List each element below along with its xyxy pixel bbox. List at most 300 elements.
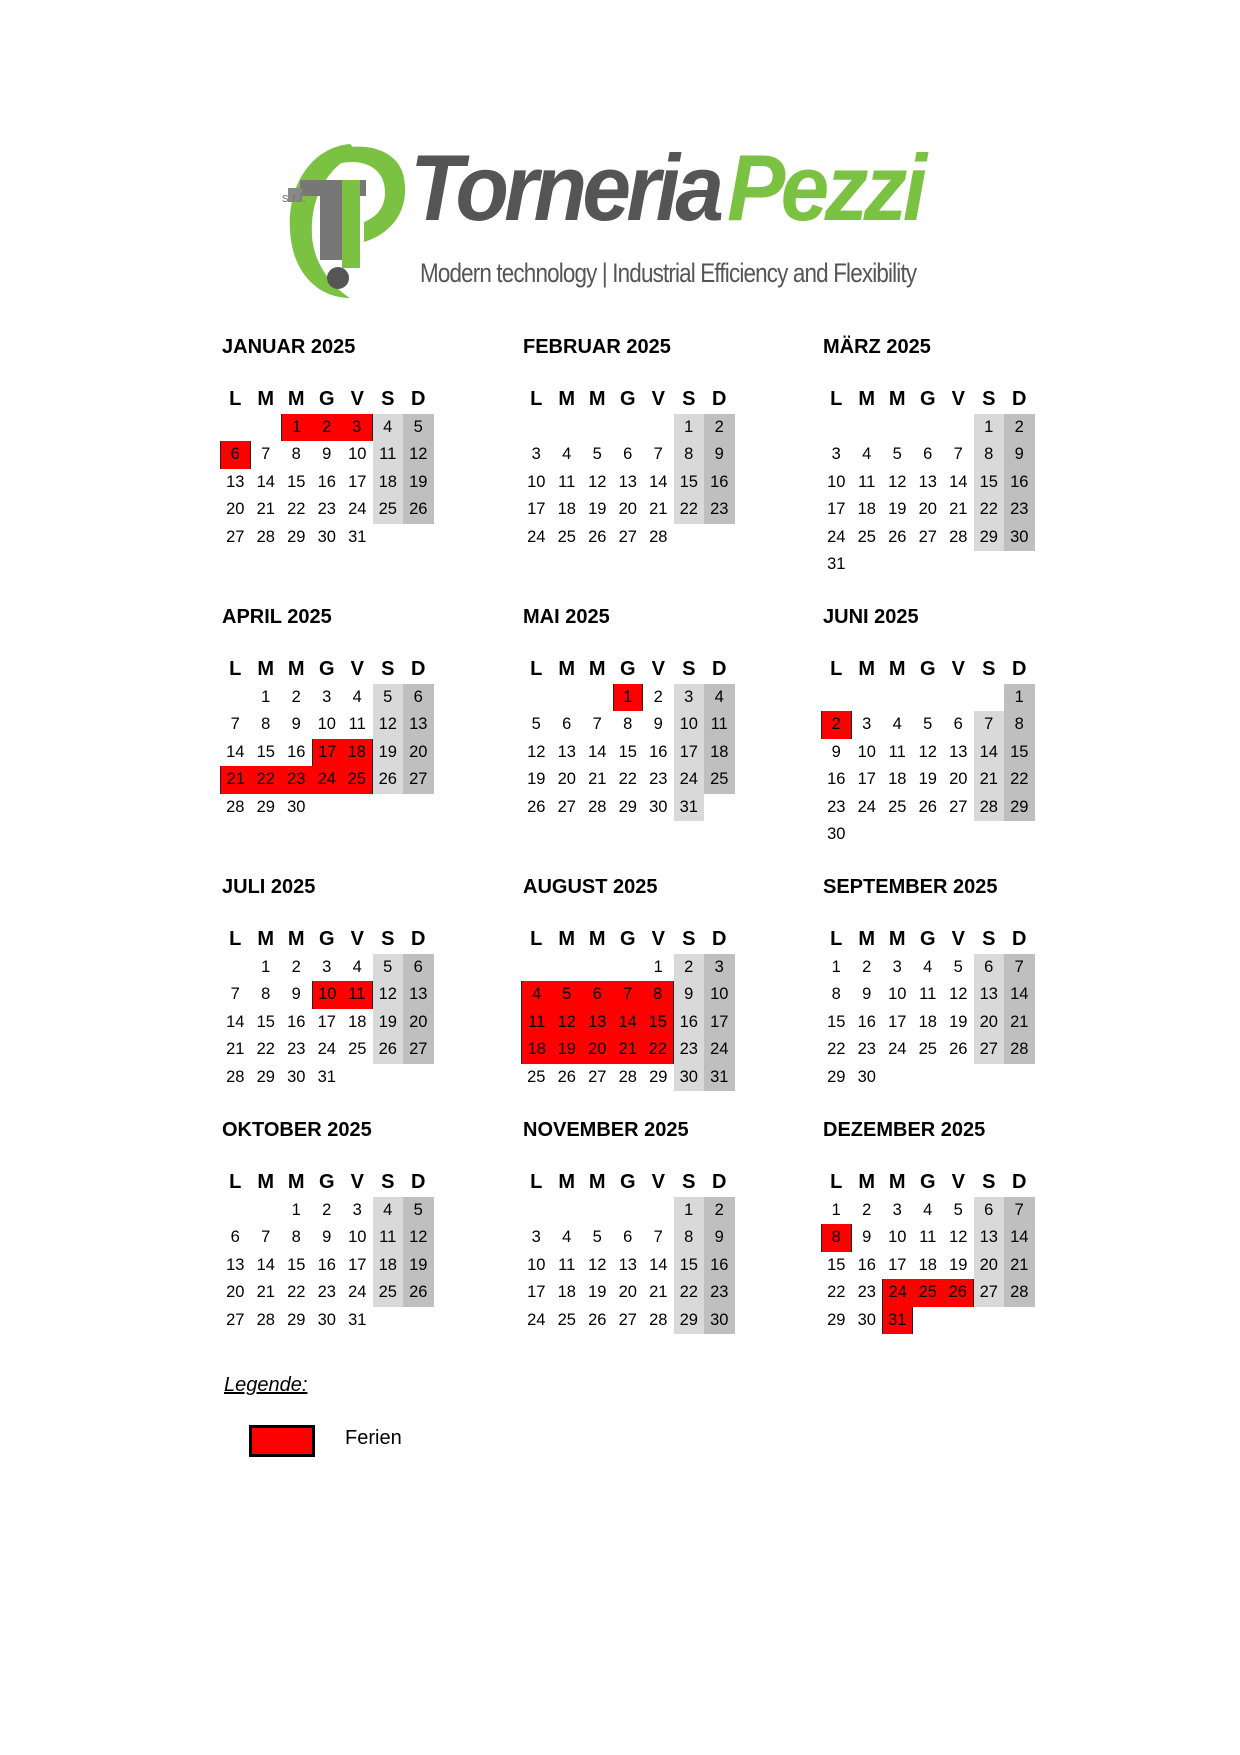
day-cell-sunday: 4 (704, 684, 735, 712)
day-cell: 17 (888, 1012, 907, 1031)
day-cell-saturday: 1 (674, 1197, 705, 1225)
day-cell: 3 (531, 1228, 541, 1246)
day-cell-saturday: 7 (974, 711, 1005, 739)
day-cell: 10 (888, 985, 907, 1003)
weekday-header: M (588, 388, 606, 410)
month-title: NOVEMBER 2025 (523, 1119, 689, 1141)
weekday-header: D (712, 388, 727, 410)
day-cell: 19 (888, 500, 907, 518)
day-cell-sunday: 6 (403, 684, 434, 712)
weekday-header: V (350, 658, 364, 680)
day-cell-holiday: 26 (943, 1279, 974, 1307)
day-cell: 22 (618, 770, 637, 788)
weekday-header: M (588, 1171, 606, 1193)
day-cell-sunday: 14 (1004, 981, 1035, 1009)
month-title: MAI 2025 (523, 606, 610, 628)
weekday-header: L (530, 928, 543, 950)
day-cell-holiday: 19 (552, 1036, 583, 1064)
empty-cell (821, 684, 852, 712)
day-cell-sunday: 20 (403, 739, 434, 767)
day-cell-saturday: 25 (373, 1279, 404, 1307)
day-cell-saturday: 30 (674, 1064, 705, 1092)
day-cell: 13 (226, 472, 245, 491)
day-cell: 3 (831, 445, 841, 463)
logo-word-torneria: Torneria (410, 135, 720, 240)
weekday-header: S (381, 928, 395, 950)
day-cell: 9 (862, 1228, 872, 1246)
day-cell: 15 (256, 742, 275, 761)
day-cell-saturday: 25 (373, 496, 404, 524)
day-cell: 2 (322, 1200, 332, 1219)
day-cell: 21 (949, 500, 968, 518)
day-cell: 1 (291, 1200, 301, 1219)
empty-cell (852, 684, 883, 712)
day-cell-holiday: 5 (552, 981, 583, 1009)
day-cell: 13 (618, 1255, 637, 1274)
day-cell: 13 (618, 472, 637, 491)
day-cell: 3 (322, 957, 332, 976)
day-cell: 19 (588, 500, 607, 518)
day-cell-holiday: 2 (821, 711, 852, 739)
day-cell-sunday: 16 (1004, 469, 1035, 497)
day-cell-holiday: 8 (821, 1224, 852, 1252)
day-cell: 18 (918, 1012, 937, 1031)
day-cell: 9 (291, 715, 301, 733)
weekday-header: L (830, 1171, 843, 1193)
weekday-header: D (712, 658, 727, 680)
day-cell: 28 (618, 1067, 637, 1086)
day-cell: 7 (592, 715, 602, 733)
empty-cell (251, 414, 282, 442)
day-cell: 17 (888, 1255, 907, 1274)
day-cell: 6 (230, 1228, 240, 1246)
day-cell: 11 (919, 985, 937, 1003)
weekday-header: V (951, 658, 965, 680)
day-cell-saturday: 2 (674, 954, 705, 982)
day-cell: 16 (649, 742, 668, 761)
empty-cell (882, 684, 913, 712)
day-cell: 6 (923, 445, 933, 463)
weekday-header: M (257, 1171, 275, 1193)
month-grid (220, 386, 434, 551)
day-cell: 10 (527, 472, 546, 491)
tp-logo-icon (280, 138, 410, 303)
day-cell-holiday: 23 (281, 766, 312, 794)
empty-cell (552, 414, 583, 442)
day-cell: 24 (348, 500, 367, 518)
day-cell: 6 (623, 1228, 633, 1246)
legend-holiday-swatch (249, 1425, 315, 1457)
day-cell: 10 (317, 715, 336, 733)
day-cell: 18 (348, 1012, 367, 1031)
day-cell: 14 (649, 472, 668, 491)
day-cell: 21 (256, 1283, 275, 1301)
day-cell: 8 (291, 445, 301, 463)
day-cell-saturday: 22 (974, 496, 1005, 524)
day-cell: 29 (287, 1310, 306, 1329)
weekday-header: M (888, 928, 906, 950)
empty-cell (913, 684, 944, 712)
day-cell: 2 (862, 957, 872, 976)
day-cell-saturday: 27 (974, 1279, 1005, 1307)
day-cell: 27 (618, 527, 637, 546)
day-cell-saturday: 4 (373, 1197, 404, 1225)
weekday-header: M (287, 658, 305, 680)
weekday-header: M (858, 388, 876, 410)
day-cell: 6 (623, 445, 633, 463)
day-cell: 10 (857, 742, 876, 761)
empty-cell (582, 1197, 613, 1225)
day-cell: 22 (287, 500, 306, 518)
day-cell: 21 (649, 1283, 668, 1301)
empty-cell (521, 954, 552, 982)
weekday-header: G (619, 1171, 636, 1193)
day-cell-sunday: 28 (1004, 1279, 1035, 1307)
day-cell-saturday: 20 (974, 1009, 1005, 1037)
day-cell: 11 (558, 1255, 576, 1274)
day-cell: 1 (831, 1200, 841, 1219)
day-cell: 20 (618, 500, 637, 518)
day-cell: 8 (831, 985, 841, 1003)
weekday-header: L (229, 658, 242, 680)
day-cell: 15 (287, 1255, 306, 1274)
weekday-header: S (682, 928, 696, 950)
day-cell: 1 (261, 687, 271, 706)
day-cell-holiday: 6 (220, 441, 251, 469)
weekday-header: L (530, 388, 543, 410)
weekday-header: S (682, 1171, 696, 1193)
day-cell: 19 (588, 1283, 607, 1301)
day-cell-sunday: 26 (403, 1279, 434, 1307)
day-cell: 7 (261, 1228, 271, 1246)
day-cell: 11 (858, 472, 876, 491)
day-cell: 25 (918, 1040, 937, 1058)
day-cell: 5 (953, 1200, 963, 1219)
day-cell-sunday: 20 (403, 1009, 434, 1037)
weekday-header: S (982, 658, 996, 680)
day-cell: 15 (827, 1012, 846, 1031)
day-cell: 24 (317, 1040, 336, 1058)
weekday-header: M (257, 928, 275, 950)
day-cell-holiday: 6 (582, 981, 613, 1009)
day-cell: 30 (827, 825, 846, 843)
day-cell-saturday: 15 (674, 469, 705, 497)
day-cell-holiday: 3 (342, 414, 373, 442)
day-cell: 27 (588, 1067, 607, 1086)
weekday-header: M (588, 928, 606, 950)
day-cell: 21 (588, 770, 607, 788)
day-cell: 28 (588, 797, 607, 816)
month-title: MÄRZ 2025 (823, 336, 931, 358)
empty-cell (552, 1197, 583, 1225)
day-cell: 20 (557, 770, 576, 788)
weekday-header: M (588, 658, 606, 680)
day-cell-saturday: 23 (674, 1036, 705, 1064)
empty-cell (521, 1197, 552, 1225)
day-cell-sunday: 8 (1004, 711, 1035, 739)
month-grid (821, 386, 1035, 579)
day-cell-saturday: 13 (974, 1224, 1005, 1252)
day-cell: 12 (588, 1255, 607, 1274)
day-cell: 22 (256, 1040, 275, 1058)
day-cell-sunday: 25 (704, 766, 735, 794)
empty-cell (552, 954, 583, 982)
day-cell: 30 (317, 527, 336, 546)
day-cell: 4 (562, 445, 572, 463)
day-cell: 21 (256, 500, 275, 518)
day-cell-holiday: 11 (342, 981, 373, 1009)
day-cell: 23 (317, 1283, 336, 1301)
day-cell: 9 (322, 445, 332, 463)
day-cell: 14 (649, 1255, 668, 1274)
weekday-header: G (619, 928, 636, 950)
day-cell: 9 (653, 715, 663, 733)
day-cell-holiday: 22 (643, 1036, 674, 1064)
day-cell: 24 (527, 527, 546, 546)
day-cell: 30 (857, 1310, 876, 1329)
day-cell-saturday: 8 (674, 1224, 705, 1252)
day-cell-sunday: 15 (1004, 739, 1035, 767)
month-title: FEBRUAR 2025 (523, 336, 671, 358)
day-cell: 29 (256, 1067, 275, 1086)
day-cell: 15 (827, 1255, 846, 1274)
day-cell: 2 (291, 687, 301, 706)
day-cell: 31 (348, 527, 367, 546)
day-cell: 7 (230, 715, 240, 733)
day-cell: 14 (256, 1255, 275, 1274)
day-cell: 28 (649, 1310, 668, 1329)
day-cell: 3 (531, 445, 541, 463)
day-cell: 9 (831, 742, 841, 761)
day-cell-holiday: 12 (552, 1009, 583, 1037)
weekday-header: G (919, 388, 936, 410)
day-cell: 8 (261, 985, 271, 1003)
day-cell-holiday: 2 (312, 414, 343, 442)
weekday-header: M (558, 928, 576, 950)
day-cell: 11 (888, 742, 906, 761)
day-cell: 25 (857, 527, 876, 546)
day-cell-sunday: 30 (1004, 524, 1035, 552)
day-cell-sunday: 16 (704, 469, 735, 497)
day-cell-sunday: 6 (403, 954, 434, 982)
weekday-header: M (257, 388, 275, 410)
day-cell: 4 (892, 715, 902, 733)
day-cell: 22 (827, 1040, 846, 1058)
weekday-header: V (350, 1171, 364, 1193)
weekday-header: L (229, 928, 242, 950)
day-cell: 12 (527, 742, 546, 761)
day-cell-sunday: 5 (403, 414, 434, 442)
day-cell: 24 (527, 1310, 546, 1329)
weekday-header: V (350, 928, 364, 950)
empty-cell (643, 414, 674, 442)
day-cell: 11 (919, 1228, 937, 1246)
day-cell: 9 (322, 1228, 332, 1246)
day-cell: 29 (287, 527, 306, 546)
day-cell: 22 (827, 1283, 846, 1301)
day-cell-sunday: 24 (704, 1036, 735, 1064)
day-cell-holiday: 17 (312, 739, 343, 767)
day-cell-holiday: 1 (281, 414, 312, 442)
empty-cell (913, 414, 944, 442)
empty-cell (582, 954, 613, 982)
day-cell: 15 (287, 472, 306, 491)
day-cell-saturday: 20 (974, 1252, 1005, 1280)
day-cell-saturday: 31 (674, 794, 705, 822)
day-cell-sunday: 28 (1004, 1036, 1035, 1064)
weekday-header: G (919, 1171, 936, 1193)
day-cell-saturday: 10 (674, 711, 705, 739)
empty-cell (943, 414, 974, 442)
weekday-header: M (558, 1171, 576, 1193)
day-cell: 23 (857, 1283, 876, 1301)
day-cell-sunday: 16 (704, 1252, 735, 1280)
day-cell: 19 (949, 1012, 968, 1031)
day-cell: 4 (862, 445, 872, 463)
weekday-header: G (919, 928, 936, 950)
weekday-header: V (951, 1171, 965, 1193)
weekday-header: S (381, 658, 395, 680)
day-cell: 1 (261, 957, 271, 976)
day-cell: 16 (287, 1012, 306, 1031)
weekday-header: S (682, 388, 696, 410)
weekday-header: V (951, 928, 965, 950)
day-cell: 27 (949, 797, 968, 816)
day-cell-holiday: 1 (613, 684, 644, 712)
day-cell: 5 (531, 715, 541, 733)
day-cell-saturday: 11 (373, 441, 404, 469)
weekday-header: S (982, 1171, 996, 1193)
weekday-header: D (1012, 928, 1027, 950)
weekday-header: V (651, 388, 665, 410)
day-cell: 17 (348, 1255, 367, 1274)
day-cell: 6 (953, 715, 963, 733)
day-cell: 29 (827, 1310, 846, 1329)
day-cell: 18 (557, 500, 576, 518)
day-cell-saturday: 11 (373, 1224, 404, 1252)
day-cell: 17 (827, 500, 846, 518)
day-cell: 28 (949, 527, 968, 546)
day-cell: 1 (831, 957, 841, 976)
day-cell-sunday: 26 (403, 496, 434, 524)
day-cell: 30 (857, 1067, 876, 1086)
day-cell: 23 (827, 797, 846, 816)
month-grid (220, 1169, 434, 1334)
day-cell: 16 (857, 1012, 876, 1031)
empty-cell (821, 414, 852, 442)
month-grid (821, 656, 1035, 849)
day-cell-saturday: 8 (974, 441, 1005, 469)
company-logo (280, 135, 923, 303)
day-cell: 23 (317, 500, 336, 518)
day-cell: 10 (827, 472, 846, 491)
weekday-header: G (619, 388, 636, 410)
day-cell: 4 (352, 957, 362, 976)
day-cell-saturday: 1 (974, 414, 1005, 442)
day-cell-sunday: 27 (403, 766, 434, 794)
day-cell-sunday: 18 (704, 739, 735, 767)
day-cell-holiday: 24 (882, 1279, 913, 1307)
legend-holiday-label: Ferien (345, 1427, 402, 1449)
day-cell-sunday: 9 (704, 1224, 735, 1252)
day-cell: 28 (226, 1067, 245, 1086)
month-grid (521, 656, 735, 821)
day-cell: 23 (857, 1040, 876, 1058)
day-cell: 18 (857, 500, 876, 518)
day-cell: 16 (317, 1255, 336, 1274)
day-cell: 5 (592, 445, 602, 463)
day-cell-saturday: 14 (974, 739, 1005, 767)
empty-cell (613, 414, 644, 442)
day-cell: 28 (256, 1310, 275, 1329)
day-cell-saturday: 29 (974, 524, 1005, 552)
day-cell: 3 (352, 1200, 362, 1219)
day-cell: 7 (653, 445, 663, 463)
day-cell: 29 (649, 1067, 668, 1086)
day-cell-sunday: 5 (403, 1197, 434, 1225)
day-cell: 30 (649, 797, 668, 816)
day-cell-holiday: 18 (521, 1036, 552, 1064)
weekday-header: V (651, 658, 665, 680)
legend-title: Legende: (224, 1374, 308, 1396)
day-cell-sunday: 27 (403, 1036, 434, 1064)
weekday-header: V (350, 388, 364, 410)
day-cell-saturday: 29 (674, 1307, 705, 1335)
day-cell: 18 (888, 770, 907, 788)
day-cell-sunday: 9 (704, 441, 735, 469)
day-cell-sunday: 7 (1004, 1197, 1035, 1225)
day-cell: 12 (918, 742, 937, 761)
day-cell: 16 (827, 770, 846, 788)
day-cell-saturday: 24 (674, 766, 705, 794)
month-grid (521, 1169, 735, 1334)
day-cell: 25 (557, 527, 576, 546)
weekday-header: D (712, 1171, 727, 1193)
day-cell: 1 (653, 957, 663, 976)
weekday-header: L (530, 1171, 543, 1193)
day-cell: 24 (348, 1283, 367, 1301)
weekday-header: G (318, 388, 335, 410)
day-cell-sunday: 23 (1004, 496, 1035, 524)
day-cell: 27 (618, 1310, 637, 1329)
day-cell-saturday: 8 (674, 441, 705, 469)
weekday-header: S (381, 388, 395, 410)
day-cell: 4 (352, 687, 362, 706)
day-cell: 3 (892, 1200, 902, 1219)
day-cell: 21 (226, 1040, 245, 1058)
empty-cell (643, 1197, 674, 1225)
day-cell: 8 (261, 715, 271, 733)
day-cell-sunday: 2 (704, 1197, 735, 1225)
weekday-header: D (1012, 658, 1027, 680)
weekday-header: L (229, 388, 242, 410)
day-cell: 28 (256, 527, 275, 546)
day-cell: 29 (618, 797, 637, 816)
day-cell: 12 (588, 472, 607, 491)
day-cell: 5 (892, 445, 902, 463)
day-cell-saturday: 12 (373, 981, 404, 1009)
day-cell-saturday: 6 (974, 954, 1005, 982)
weekday-header: S (982, 928, 996, 950)
weekday-header: M (888, 388, 906, 410)
weekday-header: M (558, 388, 576, 410)
day-cell-saturday: 6 (974, 1197, 1005, 1225)
day-cell-holiday: 21 (220, 766, 251, 794)
month-title: APRIL 2025 (222, 606, 332, 628)
day-cell: 26 (888, 527, 907, 546)
day-cell: 23 (649, 770, 668, 788)
day-cell-holiday: 10 (312, 981, 343, 1009)
